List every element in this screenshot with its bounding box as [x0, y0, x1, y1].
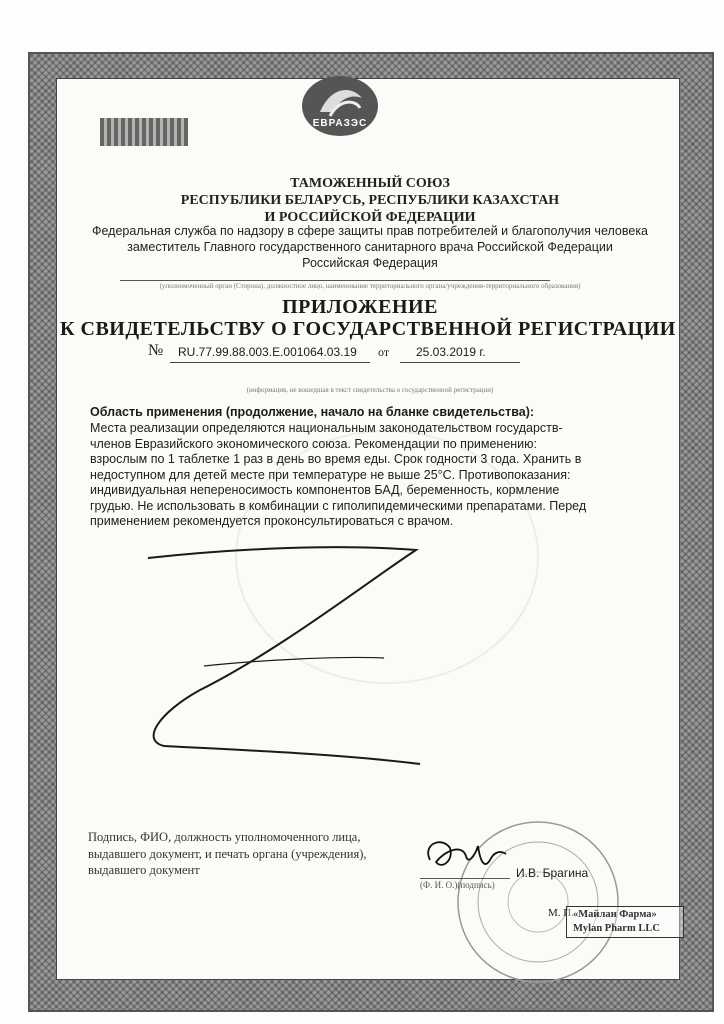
- registration-number: RU.77.99.88.003.E.001064.03.19: [178, 345, 357, 359]
- registration-number-rule: [170, 362, 370, 363]
- signature-caption: Подпись, ФИО, должность уполномоченного лица, выдавшего документ, и печать органа (учреждения), выдавшего документ: [88, 830, 367, 877]
- registration-date-label: от: [378, 345, 390, 359]
- signatory-name: И.В. Брагина: [516, 866, 589, 880]
- registration-date: 25.03.2019 г.: [416, 345, 486, 359]
- company-stamp: [566, 906, 684, 938]
- header-republics: РЕСПУБЛИКИ БЕЛАРУСЬ, РЕСПУБЛИКИ КАЗАХСТАН: [180, 193, 560, 208]
- header-customs-union: ТАМОЖЕННЫЙ СОЮЗ: [290, 176, 450, 191]
- registration-series-block: [100, 118, 188, 146]
- application-area-heading: Область применения (продолжение, начало на бланке свидетельства):: [90, 405, 535, 419]
- registration-number-label: №: [148, 342, 164, 359]
- issuer-line-3: Российская Федерация: [302, 256, 438, 270]
- application-area-text: Места реализации определяются национальным законодательством государств-членов Евразийского экономического союза. Рекомендации по применению: взрослым по 1 таблетке 1 раз в день во время еды. Срок годности 3 года. Хранить в недоступном для детей месте при температуре не выше 25°С. Противопоказания: индивидуальная непереносимость компонентов БАД, беременность, кормление грудью. Не использовать в комбинации с гиполипидемическими препаратами. Перед применением рекомендуется проконсультироваться с врачом.: [90, 421, 587, 528]
- signature-rule: [420, 878, 510, 879]
- registration-hint: (информация, не вошедшая в текст свидетельства о государственной регистрации): [246, 386, 494, 394]
- issuer-rule: [120, 280, 550, 281]
- printer-footer: «ГОСО «Вертикальный дом», г. Москва, 2018»: [470, 1004, 611, 1012]
- registration-date-rule: [400, 362, 520, 363]
- company-stamp-line-2: Mylan Pharm LLC: [573, 923, 660, 934]
- appendix-subtitle: К СВИДЕТЕЛЬСТВУ О ГОСУДАРСТВЕННОЙ РЕГИСТРАЦИИ: [60, 318, 676, 340]
- signature-hint: (Ф. И. О.)(подпись): [420, 880, 495, 890]
- seal-place-label: М. П.: [548, 907, 574, 919]
- issuer-hint: (уполномоченный орган (Сторона), должностное лицо, наименование территориального органа/учреждения-территориального образования): [159, 282, 581, 290]
- issuer-line-1: Федеральная служба по надзору в сфере защиты прав потребителей и благополучия человека: [91, 224, 649, 238]
- cancellation-scribble: [120, 540, 440, 770]
- issuer-line-2: заместитель Главного государственного санитарного врача Российской Федерации: [127, 240, 613, 254]
- appendix-title: ПРИЛОЖЕНИЕ: [282, 296, 438, 318]
- header-russian-federation: И РОССИЙСКОЙ ФЕДЕРАЦИИ: [264, 210, 476, 225]
- company-stamp-line-1: «Майлан Фарма»: [573, 909, 657, 920]
- emblem-caption: ЕВРАЗЭС: [312, 118, 368, 129]
- handwritten-signature: [420, 830, 510, 880]
